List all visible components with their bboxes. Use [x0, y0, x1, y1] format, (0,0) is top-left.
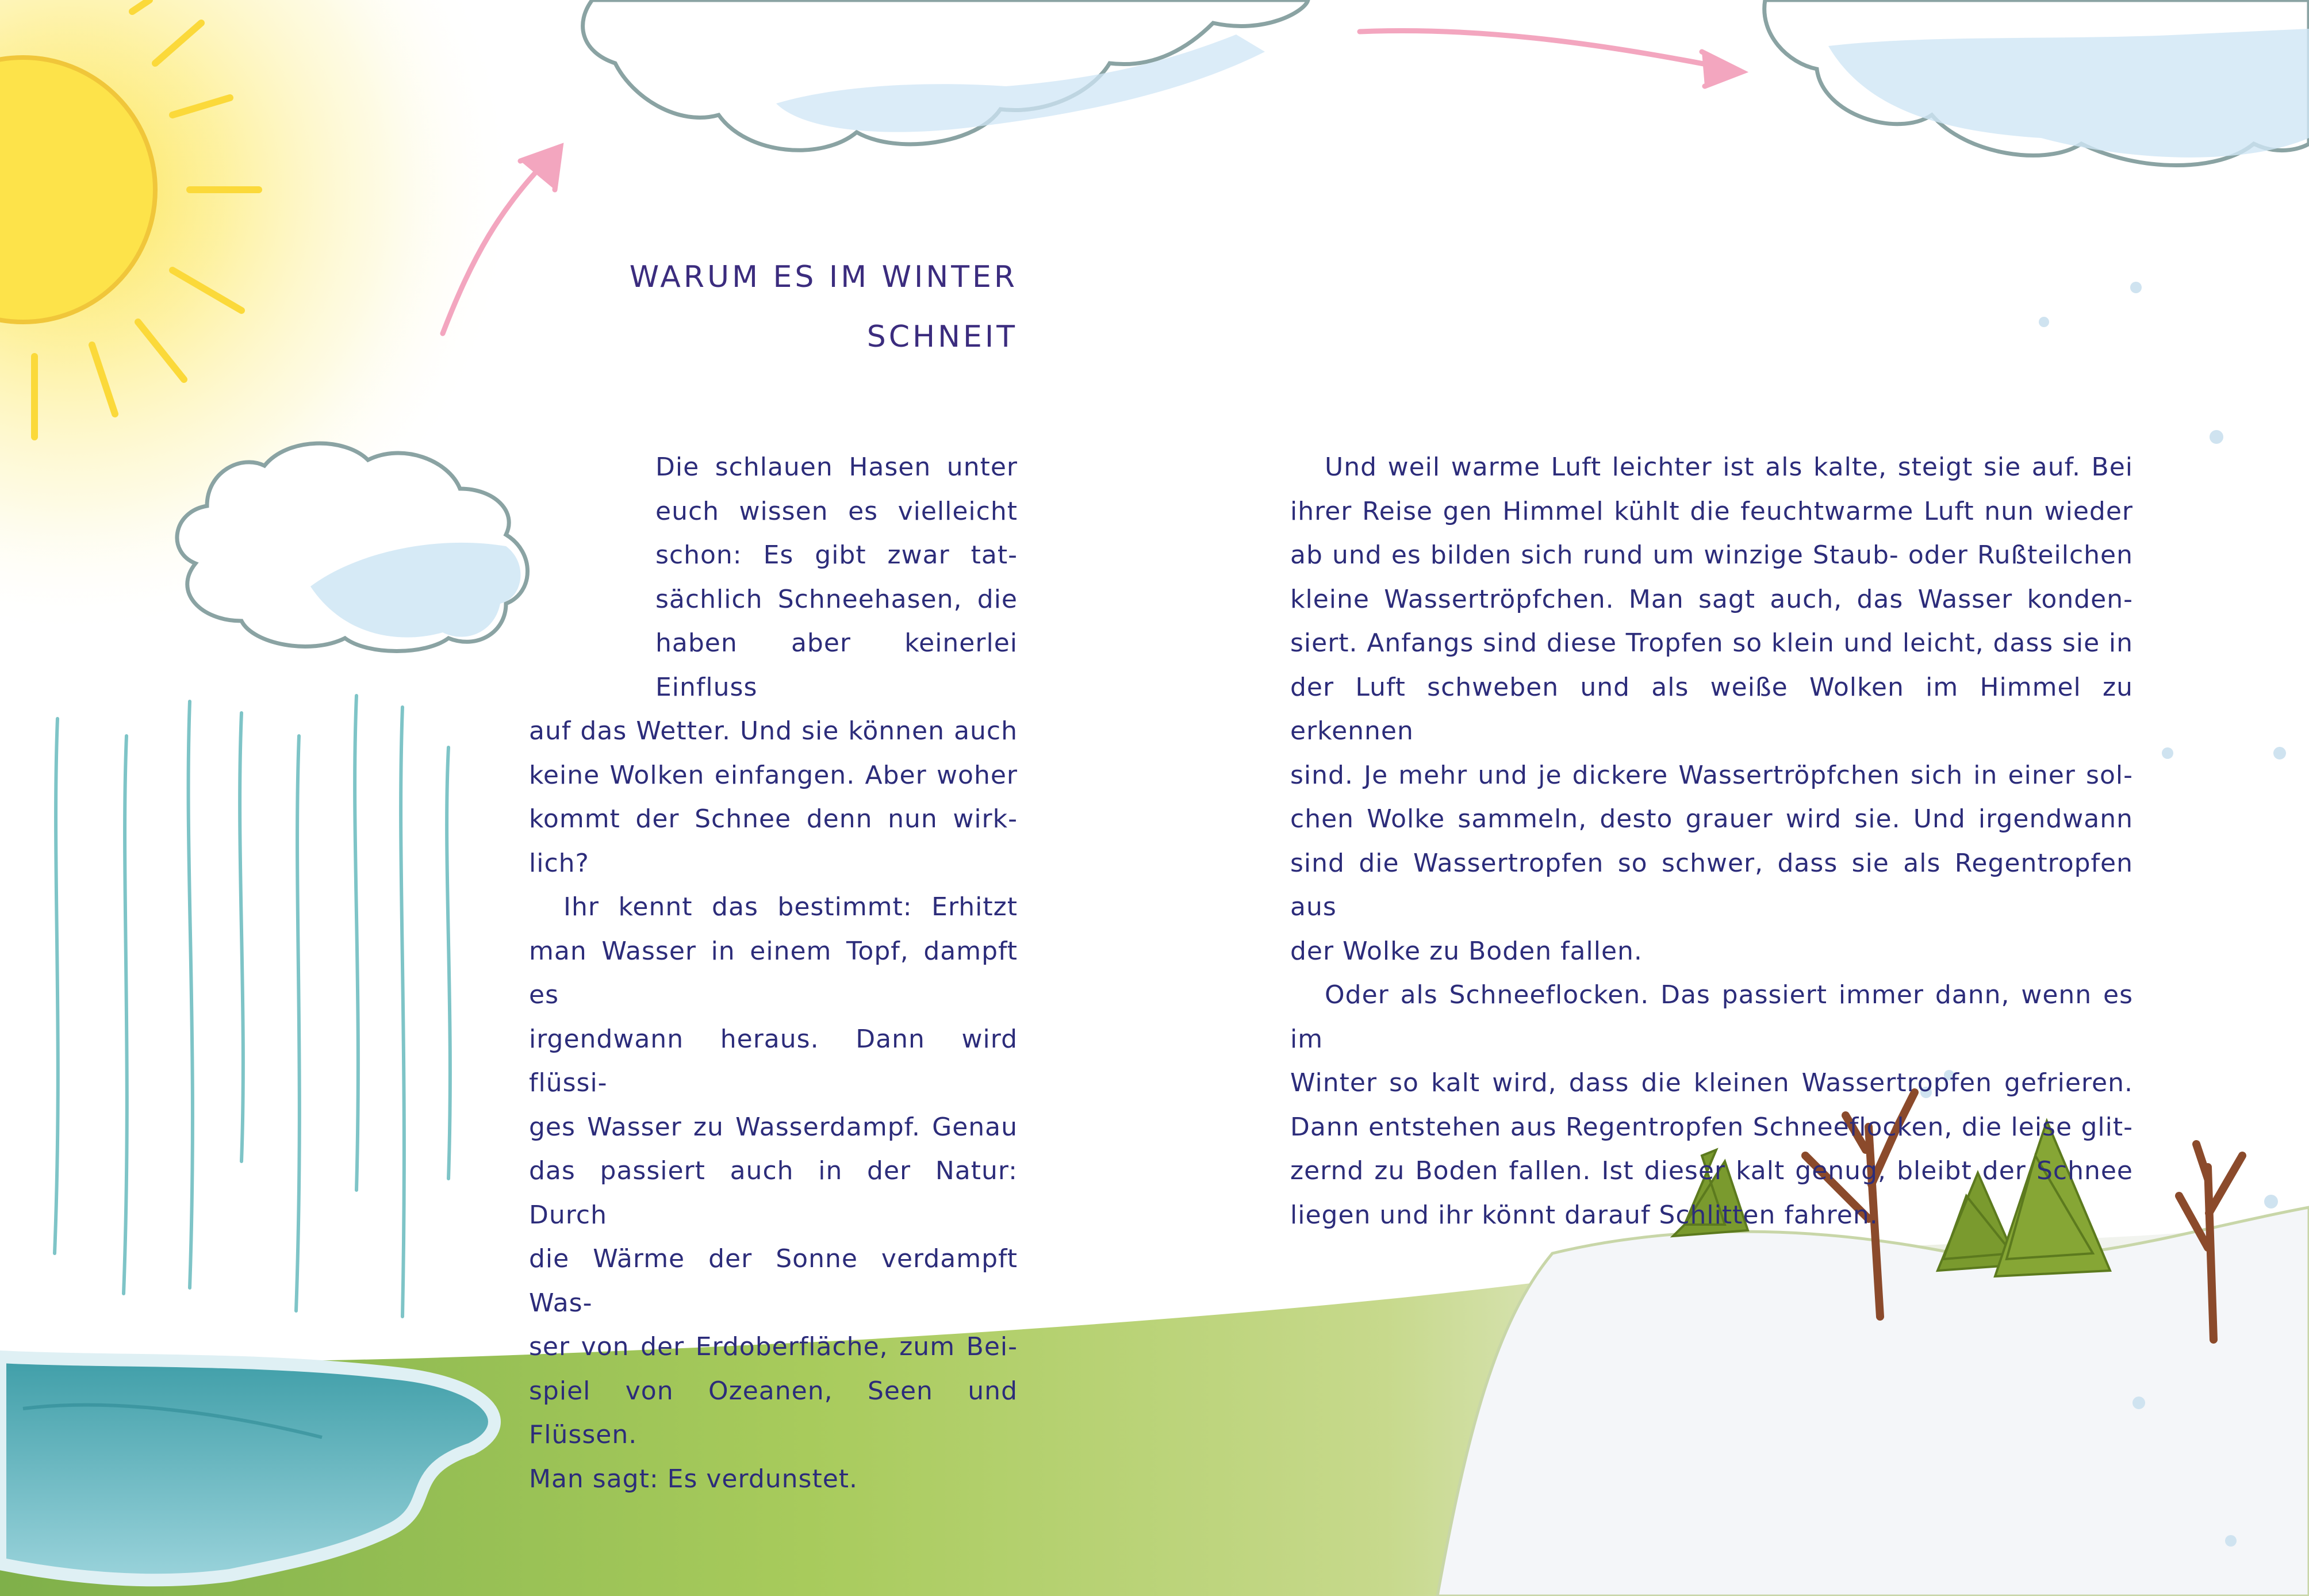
text-line: sind die Wassertropfen so schwer, dass sie als Regentropfen aus — [1290, 848, 2133, 922]
text-line: Man sagt: Es verdunstet. — [529, 1464, 858, 1494]
text-line: siert. Anfangs sind diese Tropfen so klein und leicht, dass sie in — [1290, 628, 2133, 658]
text-line: man Wasser in einem Topf, dampft es — [529, 936, 1018, 1010]
text-line: Die schlauen Hasen unter — [655, 452, 1018, 482]
text-line: ser von der Erdoberfläche, zum Bei- — [529, 1332, 1018, 1361]
text-line: der Wolke zu Boden fallen. — [1290, 936, 1643, 966]
text-line: sind. Je mehr und je dickere Wassertröpfchen sich in einer sol- — [1290, 760, 2133, 790]
rain-icon — [55, 696, 450, 1317]
left-column — [529, 446, 1018, 1501]
text-line: schon: Es gibt zwar tat- — [655, 540, 1018, 570]
text-line: kommt der Schnee denn nun wirk- — [529, 804, 1018, 834]
text-line: Ihr kennt das bestimmt: Erhitzt — [563, 892, 1018, 922]
text-line: ihrer Reise gen Himmel kühlt die feuchtwarme Luft nun wieder — [1290, 496, 2133, 526]
text-line: ab und es bilden sich rund um winzige Staub- oder Rußteilchen — [1290, 540, 2133, 570]
text-line: haben aber keinerlei Einfluss — [655, 628, 1018, 702]
cloud-icon — [1765, 0, 2309, 166]
text-line: auf das Wetter. Und sie können auch — [529, 716, 1018, 746]
right-column — [1290, 446, 2133, 1237]
title-line-1: WARUM ES IM WINTER — [629, 260, 1018, 294]
cloud-icon — [583, 0, 1308, 150]
text-line: zernd zu Boden fallen. Ist dieser kalt genug, bleibt der Schnee — [1290, 1156, 2133, 1186]
text-line: Dann entstehen aus Regentropfen Schneeflocken, die leise glit- — [1290, 1112, 2133, 1142]
title-line-2: SCHNEIT — [866, 320, 1018, 354]
wrapped-lines — [529, 446, 1018, 709]
page-title — [575, 247, 1018, 367]
text-line: irgendwann heraus. Dann wird flüssi- — [529, 1024, 1018, 1098]
text-line: Winter so kalt wird, dass die kleinen Wassertropfen gefrieren. — [1290, 1068, 2133, 1098]
text-line: Und weil warme Luft leichter ist als kalte, steigt sie auf. Bei — [1325, 452, 2133, 482]
text-line: Oder als Schneeflocken. Das passiert immer dann, wenn es im — [1290, 980, 2133, 1054]
text-line: ges Wasser zu Wasserdampf. Genau — [529, 1112, 1018, 1142]
text-line: spiel von Ozeanen, Seen und Flüssen. — [529, 1376, 1018, 1449]
text-line: liegen und ihr könnt darauf Schlitten fahren. — [1290, 1200, 1878, 1230]
text-line: chen Wolke sammeln, desto grauer wird sie. Und irgendwann — [1290, 804, 2133, 834]
text-line: euch wissen es vielleicht — [655, 496, 1018, 526]
text-line: sächlich Schneehasen, die — [655, 584, 1018, 614]
text-line: der Luft schweben und als weiße Wolken im Himmel zu erkennen — [1290, 672, 2133, 746]
text-line: die Wärme der Sonne verdampft Was- — [529, 1244, 1018, 1318]
text-line: kleine Wassertröpfchen. Man sagt auch, das Wasser konden- — [1290, 584, 2133, 614]
text-line: das passiert auch in der Natur: Durch — [529, 1156, 1018, 1230]
text-line: keine Wolken einfangen. Aber woher — [529, 760, 1018, 790]
text-line: lich? — [529, 848, 589, 878]
